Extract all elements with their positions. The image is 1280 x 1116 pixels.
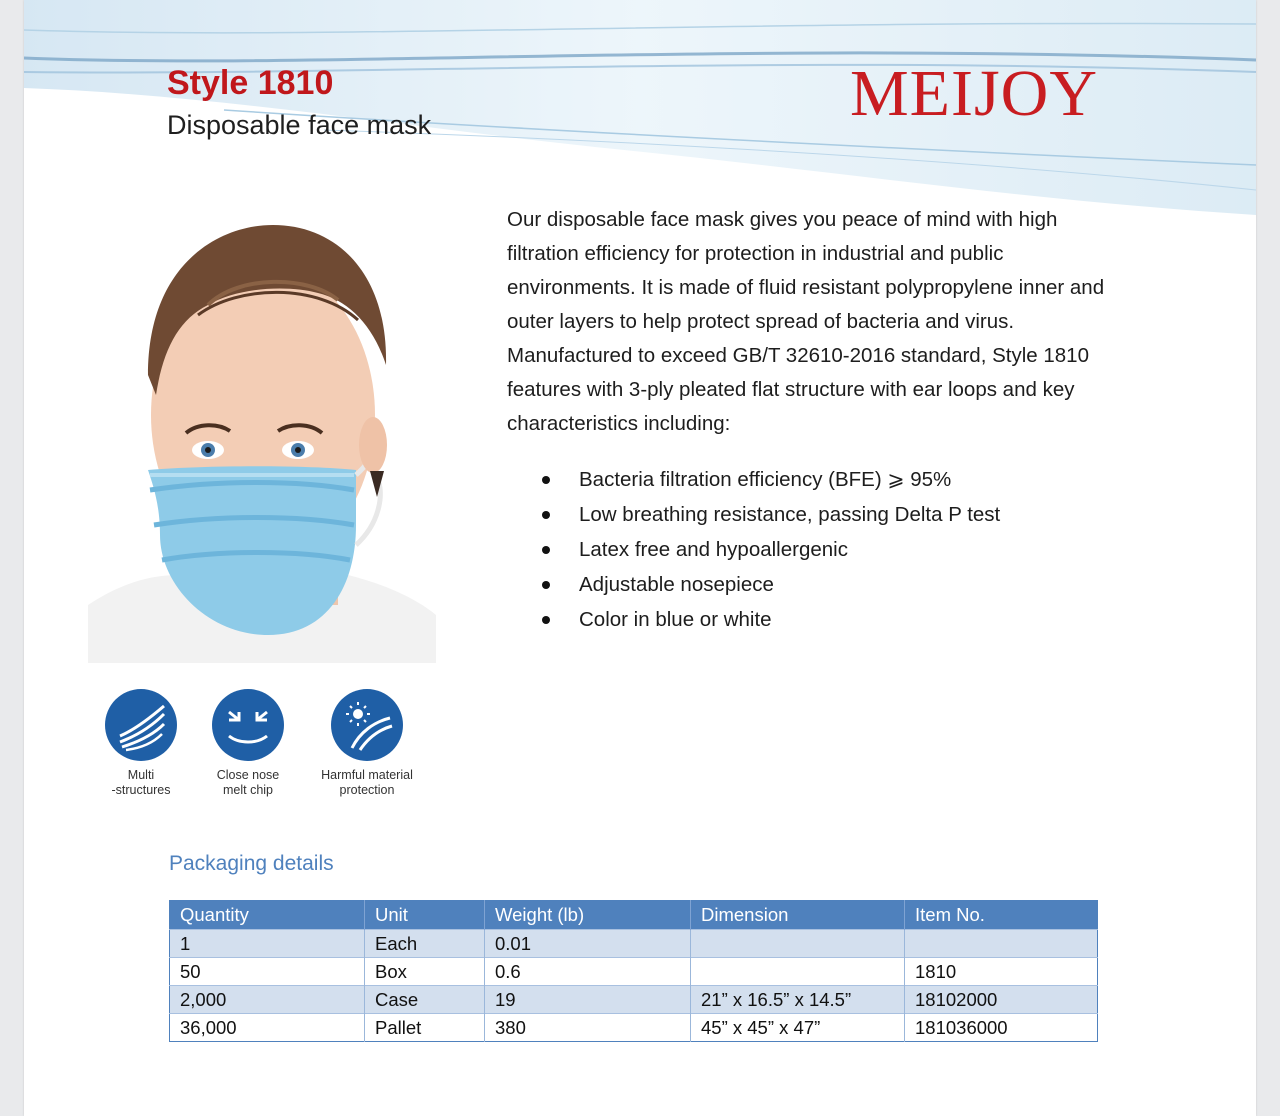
table-row	[170, 958, 1098, 986]
table-cell: Pallet	[365, 1014, 485, 1042]
multi-layer-icon	[104, 688, 178, 762]
model-wearing-mask-image	[88, 205, 436, 663]
table-cell	[691, 930, 905, 958]
bullet-icon	[542, 616, 550, 624]
icon-label-line: Multi	[127, 768, 155, 782]
feature-item	[507, 462, 1127, 497]
feature-text: Latex free and hypoallergenic	[579, 538, 848, 561]
bullet-icon	[542, 546, 550, 554]
table-cell	[905, 930, 1098, 958]
icon-label-line: Harmful material	[321, 768, 413, 782]
product-title: Style 1810	[167, 64, 334, 102]
icon-label-line: Close nose	[216, 768, 280, 782]
table-cell: Case	[365, 986, 485, 1014]
document-page	[24, 0, 1256, 1116]
packaging-table	[169, 900, 1098, 1042]
icon-label-line: melt chip	[222, 783, 274, 797]
feature-text: Bacteria filtration efficiency (BFE) ⩾ 95%	[579, 468, 952, 491]
product-subtitle: Disposable face mask	[167, 110, 432, 140]
table-cell: 2,000	[170, 986, 365, 1014]
table-cell: 0.6	[485, 958, 691, 986]
table-header-row	[170, 901, 1098, 930]
feature-text: Adjustable nosepiece	[579, 573, 774, 596]
table-cell: 21” x 16.5” x 14.5”	[691, 986, 905, 1014]
feature-item	[507, 567, 1127, 602]
feature-icon-harmful-protection	[297, 688, 437, 798]
table-cell: 36,000	[170, 1014, 365, 1042]
feature-item	[507, 602, 1127, 637]
feature-item	[507, 497, 1127, 532]
column-header: Unit	[365, 901, 485, 930]
icon-label-line: -structures	[111, 783, 171, 797]
table-cell: 18102000	[905, 986, 1098, 1014]
table-cell: 1810	[905, 958, 1098, 986]
feature-text: Color in blue or white	[579, 608, 772, 631]
packaging-heading: Packaging details	[169, 852, 334, 875]
table-cell: Each	[365, 930, 485, 958]
protection-icon	[330, 688, 404, 762]
column-header: Weight (lb)	[485, 901, 691, 930]
icon-label-line: protection	[339, 783, 395, 797]
nose-chip-icon	[211, 688, 285, 762]
column-header: Item No.	[905, 901, 1098, 930]
table-cell: 45” x 45” x 47”	[691, 1014, 905, 1042]
brand-logo: MEIJOY	[850, 57, 1098, 130]
product-description: Our disposable face mask gives you peace of mind with high filtration efficiency for protection in industrial and public environments. It is made of fluid resistant polypropylene inner and outer layers to help protect spread of bacteria and virus. Manufactured to exceed GB/T 32610-2016 standard, Style 1810 features with 3-ply pleated flat structure with ear loops and key characteristics including:	[507, 208, 1105, 435]
table-cell: 50	[170, 958, 365, 986]
feature-item	[507, 532, 1127, 567]
table-cell: Box	[365, 958, 485, 986]
column-header: Dimension	[691, 901, 905, 930]
table-cell	[691, 958, 905, 986]
table-cell: 19	[485, 986, 691, 1014]
table-cell: 0.01	[485, 930, 691, 958]
table-row	[170, 930, 1098, 958]
table-cell: 380	[485, 1014, 691, 1042]
bullet-icon	[542, 581, 550, 589]
column-header: Quantity	[170, 901, 365, 930]
table-cell: 181036000	[905, 1014, 1098, 1042]
feature-list	[507, 462, 1127, 637]
table-row	[170, 986, 1098, 1014]
table-row	[170, 1014, 1098, 1042]
feature-text: Low breathing resistance, passing Delta P test	[579, 503, 1001, 526]
bullet-icon	[542, 511, 550, 519]
table-cell: 1	[170, 930, 365, 958]
bullet-icon	[542, 476, 550, 484]
